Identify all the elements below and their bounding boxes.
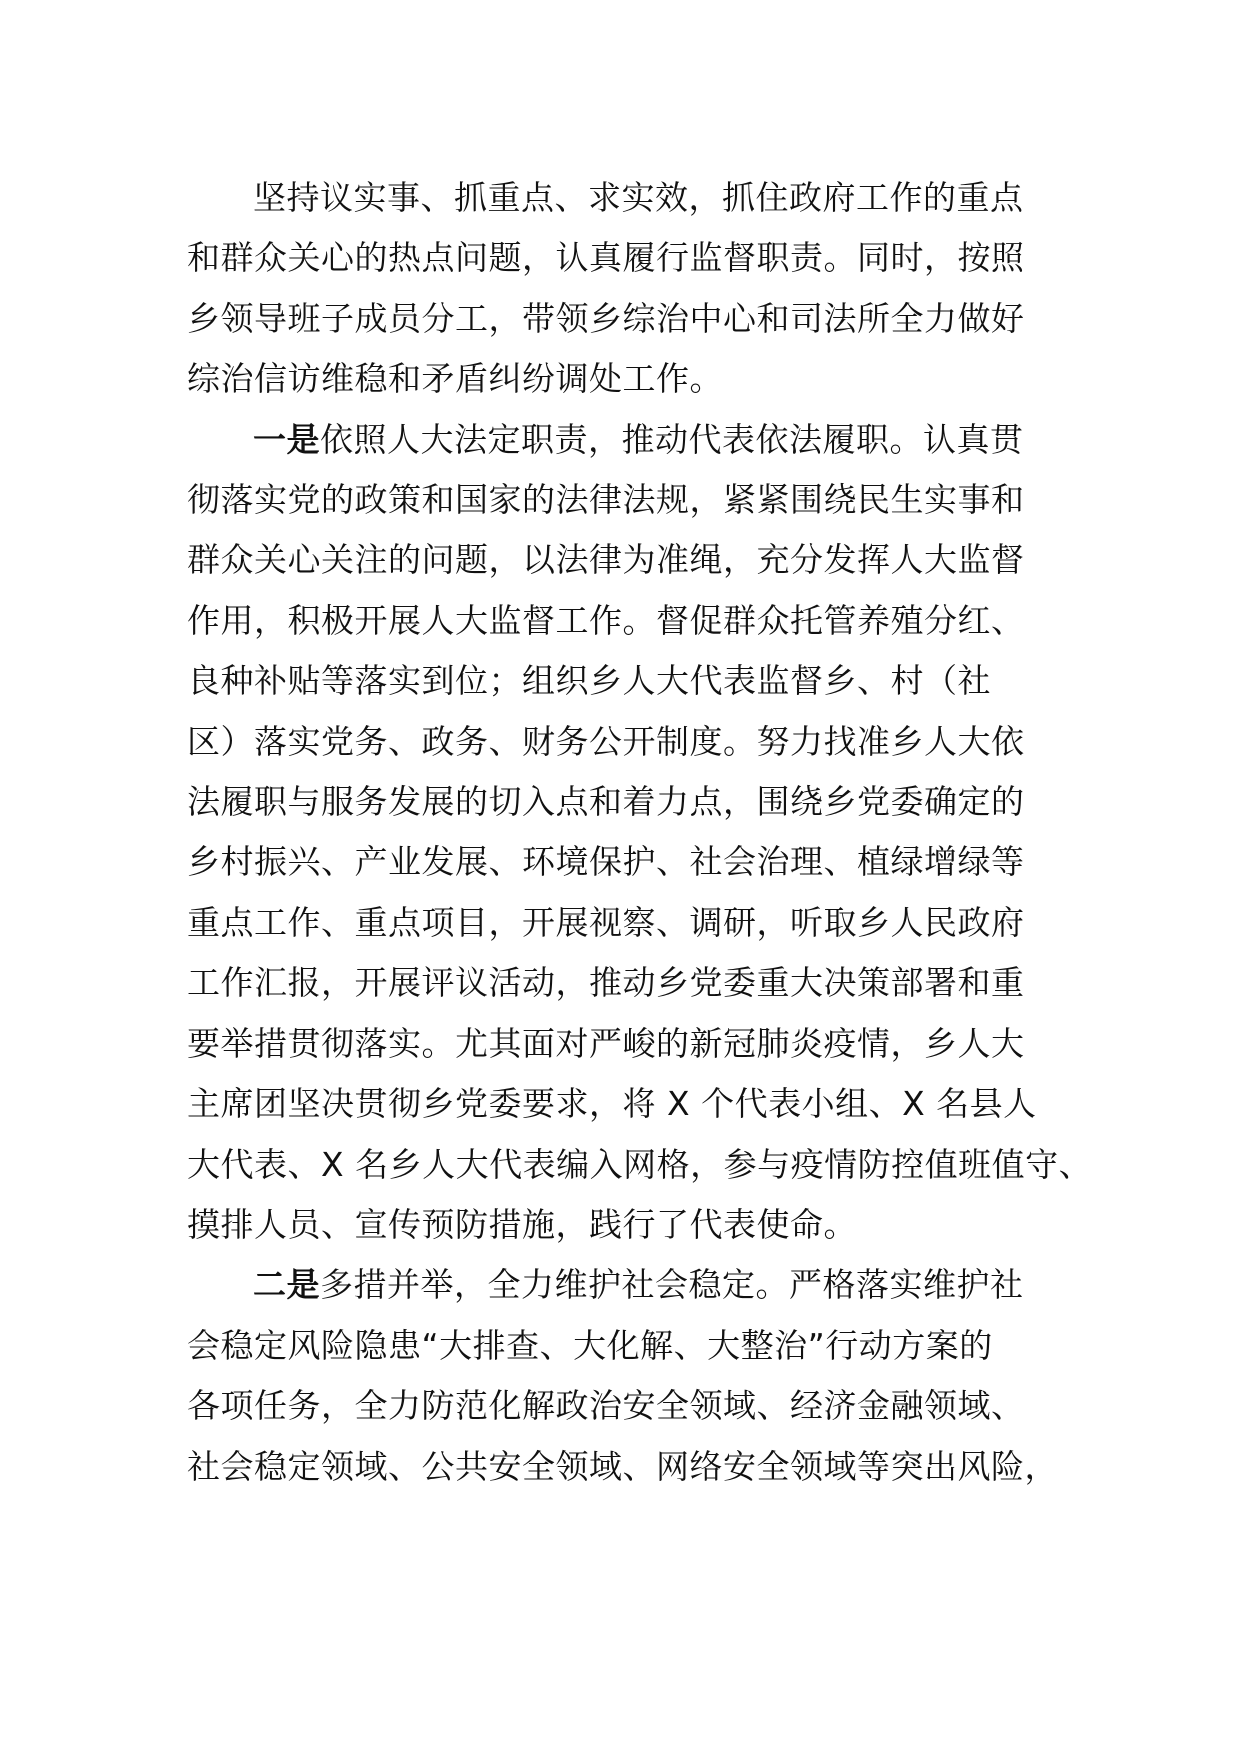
text-line: 工作汇报，开展评议活动，推动乡党委重大决策部署和重 <box>187 963 1025 1003</box>
text-line: 和群众关心的热点问题，认真履行监督职责。同时，按照 <box>187 238 1025 278</box>
text-line: 各项任务，全力防范化解政治安全领域、经济金融领域、 <box>187 1386 1025 1426</box>
text-line: 良种补贴等落实到位；组织乡人大代表监督乡、村（社 <box>187 661 991 701</box>
text-line: 区）落实党务、政务、财务公开制度。努力找准乡人大依 <box>187 721 1025 761</box>
text-line: 乡村振兴、产业发展、环境保护、社会治理、植绿增绿等 <box>187 842 1025 882</box>
text-line: 要举措贯彻落实。尤其面对严峻的新冠肺炎疫情，乡人大 <box>187 1023 1025 1063</box>
text-line: 乡领导班子成员分工，带领乡综治中心和司法所全力做好 <box>187 298 1025 338</box>
text-line: 坚持议实事、抓重点、求实效，抓住政府工作的重点 <box>253 178 1024 217</box>
text-line: 会稳定风险隐患“大排查、大化解、大整治”行动方案的 <box>187 1325 993 1365</box>
text-segment: 多措并举，全力维护社会稳定。严格落实维护社 <box>320 1265 1024 1305</box>
text-line: 大代表、X 名乡人大代表编入网格，参与疫情防控值班值守、 <box>187 1144 1093 1184</box>
text-line <box>187 1255 1087 1315</box>
text-line: 摸排人员、宣传预防措施，践行了代表使命。 <box>187 1204 857 1244</box>
paragraph-intro <box>187 168 1087 410</box>
paragraph-first-point <box>187 410 1093 1256</box>
document-body <box>187 168 1093 1497</box>
text-line: 重点工作、重点项目，开展视察、调研，听取乡人民政府 <box>187 902 1025 942</box>
text-line: 群众关心关注的问题，以法律为准绳，充分发挥人大监督 <box>187 540 1025 580</box>
text-segment: 依照人大法定职责，推动代表依法履职。认真贯 <box>320 419 1024 459</box>
paragraph-lead: 二是 <box>253 1265 320 1305</box>
text-line <box>187 410 1087 470</box>
text-line: 作用，积极开展人大监督工作。督促群众托管养殖分红、 <box>187 600 1025 640</box>
paragraph-second-point <box>187 1255 1087 1497</box>
text-line: 综治信访维稳和矛盾纠纷调处工作。 <box>187 359 723 399</box>
text-line: 法履职与服务发展的切入点和着力点，围绕乡党委确定的 <box>187 782 1025 822</box>
paragraph-lead: 一是 <box>253 419 320 459</box>
text-line: 主席团坚决贯彻乡党委要求，将 X 个代表小组、X 名县人 <box>187 1084 1037 1124</box>
text-line: 社会稳定领域、公共安全领域、网络安全领域等突出风险， <box>187 1446 1058 1486</box>
text-line: 彻落实党的政策和国家的法律法规，紧紧围绕民生实事和 <box>187 480 1025 520</box>
